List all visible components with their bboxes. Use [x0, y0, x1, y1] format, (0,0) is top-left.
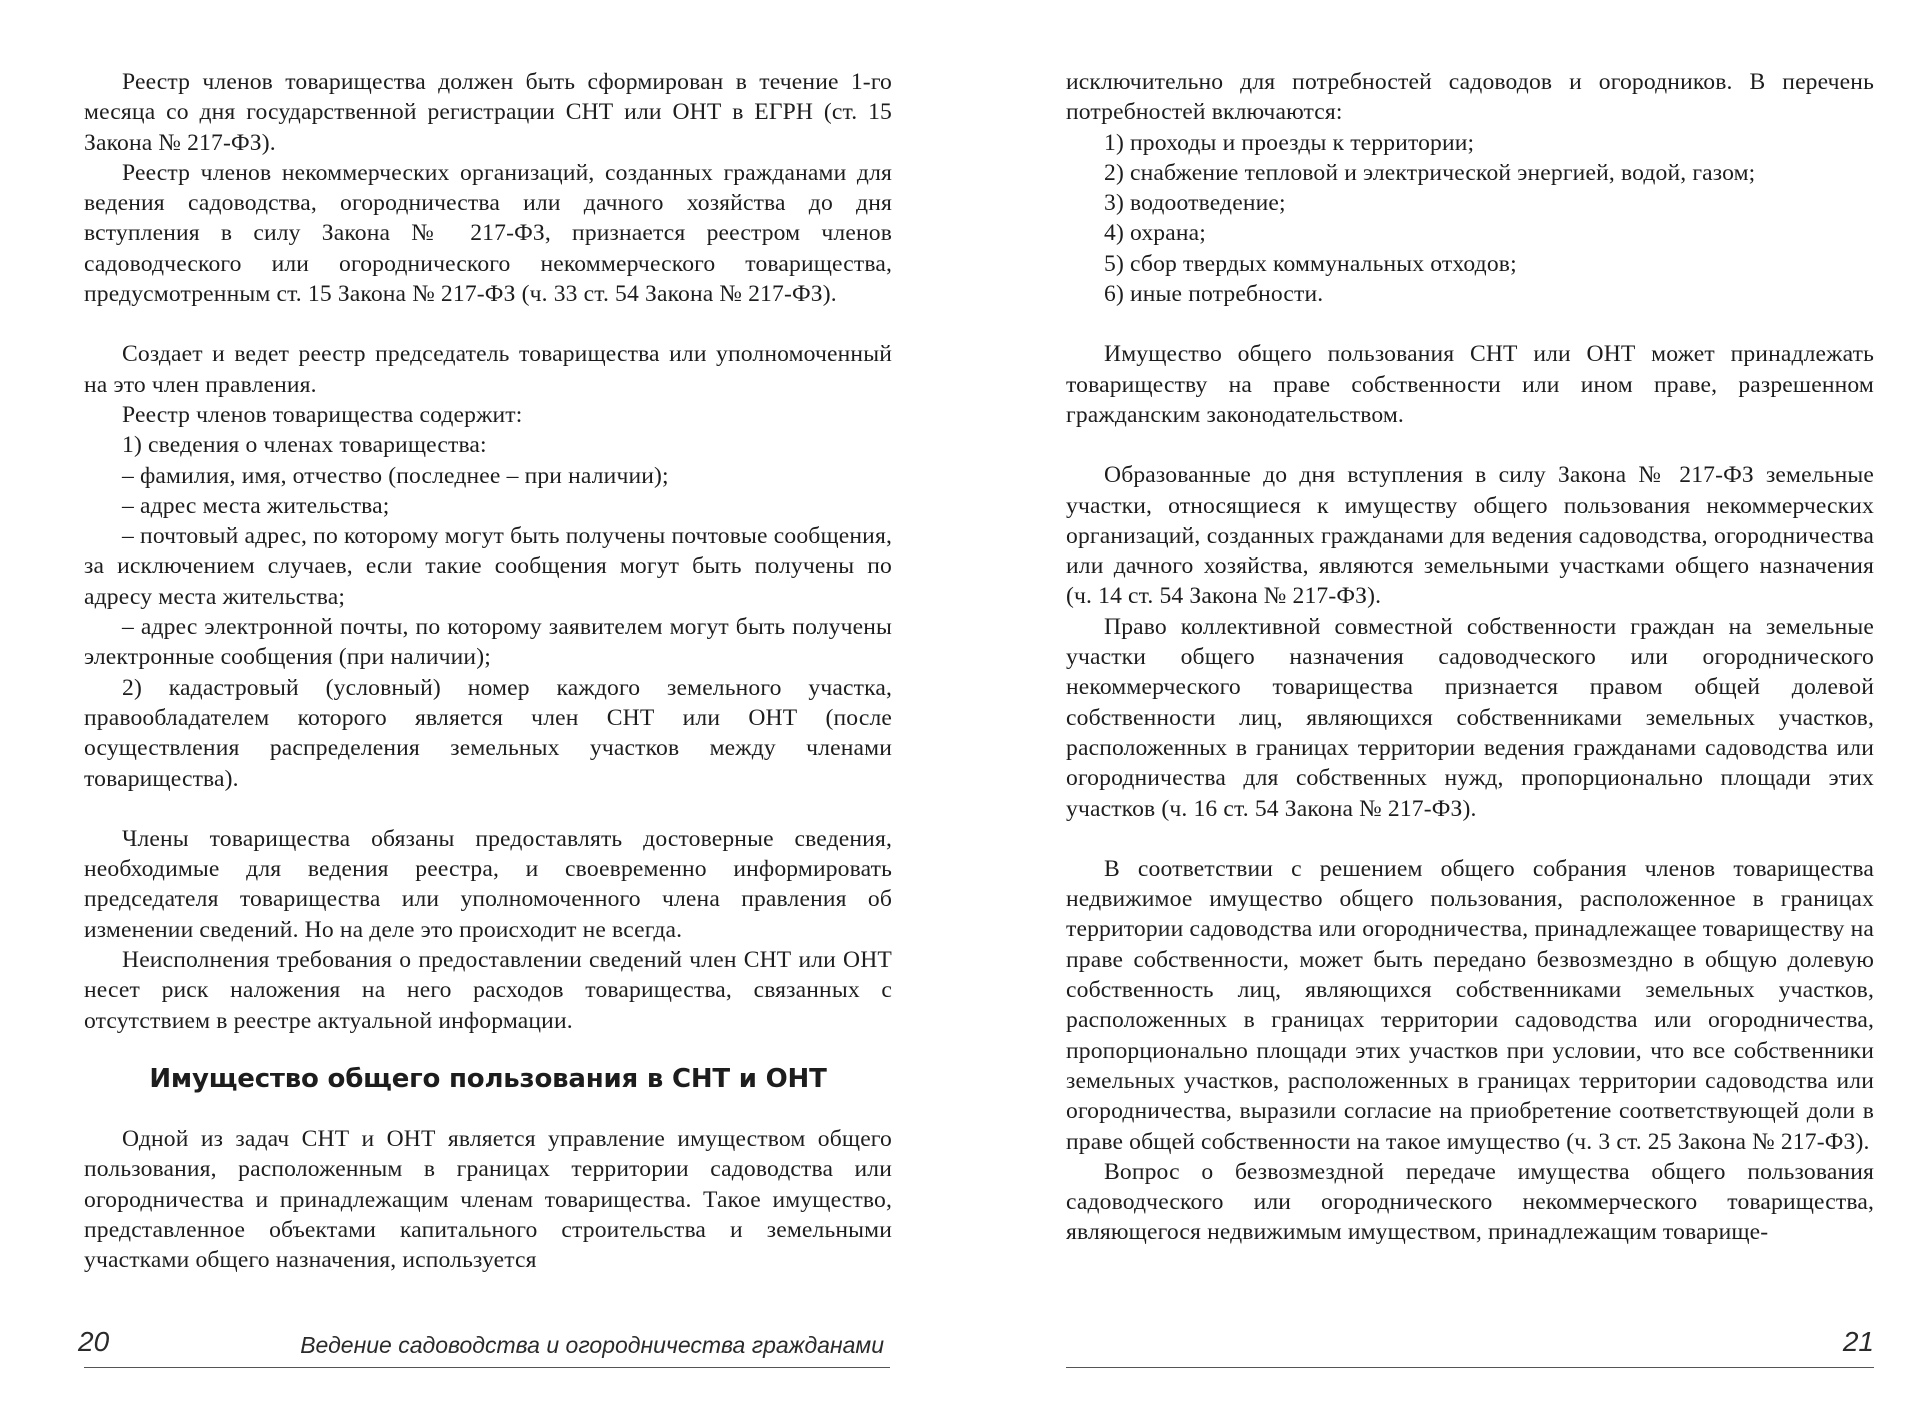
paragraph: Имущество общего пользования СНТ или ОНТ может принадлежать товариществу на праве собственности или ином праве, разрешенном гражданским законодательством.	[1066, 341, 1874, 428]
section-heading: Имущество общего пользования в СНТ и ОНТ	[149, 1063, 827, 1094]
list-item: – адрес электронной почты, по которому заявителем могут быть получены электронные сообщения (при наличии);	[84, 614, 892, 671]
paragraph: Одной из задач СНТ и ОНТ является управление имуществом общего пользования, расположенным в границах территории садоводства или огородничества и принадлежащим членам товарищества. Такое имущество, представленное объектами капитального строительства и земельными участками общего назначения, используется	[84, 1125, 892, 1274]
paragraph: Реестр членов товарищества должен быть сформирован в течение 1-го месяца со дня государственной регистрации СНТ или ОНТ в ЕГРН (ст. 15 Закона № 217-ФЗ).	[84, 69, 892, 156]
list-item: 1) сведения о членах товарищества:	[122, 432, 487, 459]
left-text-column	[84, 67, 892, 1275]
list-item: – адрес места жительства;	[122, 492, 390, 519]
list-item: – фамилия, имя, отчество (последнее – при наличии);	[122, 462, 669, 489]
page-number: 21	[1842, 1326, 1874, 1357]
page-number: 20	[78, 1326, 110, 1357]
list-item: 4) охрана;	[1104, 220, 1206, 247]
list-item: 6) иные потребности.	[1104, 281, 1324, 308]
list-item: – почтовый адрес, по которому могут быть получены почтовые сообщения, за исключением случаев, если такие сообщения могут быть получены по адресу места жительства;	[84, 523, 892, 610]
list-item: 3) водоотведение;	[1104, 190, 1286, 217]
paragraph: Неисполнения требования о предоставлении сведений член СНТ или ОНТ несет риск наложения на него расходов товарищества, связанных с отсутствием в реестре актуальной информации.	[84, 947, 892, 1034]
running-title: Ведение садоводства и огородничества гражданами	[300, 1332, 884, 1358]
list-item: 2) кадастровый (условный) номер каждого земельного участка, правообладателем которого является член СНТ или ОНТ (после осуществления распределения земельных участков между членами товарищества).	[84, 674, 892, 792]
needs-list	[1066, 128, 1874, 310]
paragraph: Члены товарищества обязаны предоставлять достоверные сведения, необходимые для ведения реестра, и своевременно информировать председателя товарищества или уполномоченного члена правления об изменении сведений. Но на деле это происходит не всегда.	[84, 825, 892, 943]
paragraph: Реестр членов товарищества содержит:	[122, 401, 523, 428]
footer-rule	[84, 1367, 890, 1368]
paragraph: исключительно для потребностей садоводов и огородников. В перечень потребностей включаются:	[1066, 69, 1874, 126]
paragraph: Реестр членов некоммерческих организаций, созданных гражданами для ведения садоводства, огородничества или дачного хозяйства до дня вступления в силу Закона № 217-ФЗ, признается реестром членов садоводческого или огороднического некоммерческого товарищества, предусмотренным ст. 15 Закона № 217-ФЗ (ч. 33 ст. 54 Закона № 217-ФЗ).	[84, 159, 892, 308]
left-footer	[78, 1324, 888, 1364]
right-footer	[1066, 1324, 1874, 1364]
paragraph: В соответствии с решением общего собрания членов товарищества недвижимое имущество общего пользования, расположенное в границах территории садоводства или огородничества, принадлежащее товариществу на праве собственности, может быть передано безвозмездно в общую долевую собственность лиц, являющихся собственниками земельных участков, расположенных в границах территории садоводства или огородничества, пропорционально площади этих участков при условии, что все собственники земельных участков, расположенных в границах территории садоводства или огородничества, выразили согласие на приобретение соответствующей доли в праве общей собственности на такое имущество (ч. 3 ст. 25 Закона № 217-ФЗ).	[1066, 855, 1874, 1155]
list-item: 2) снабжение тепловой и электрической энергией, водой, газом;	[1104, 159, 1756, 186]
right-text-column	[1066, 67, 1874, 1248]
paragraph: Право коллективной совместной собственности граждан на земельные участки общего назначения садоводческого или огороднического некоммерческого товарищества признается правом общей долевой собственности лиц, являющихся собственниками земельных участков, расположенных в границах территории ведения гражданами садоводства или огородничества для собственных нужд, пропорционально площади этих участков (ч. 16 ст. 54 Закона № 217-ФЗ).	[1066, 613, 1874, 822]
paragraph: Вопрос о безвозмездной передаче имущества общего пользования садоводческого или огороднического некоммерческого товарищества, являющегося недвижимым имуществом, принадлежащим товарище-	[1066, 1158, 1874, 1246]
paragraph: Создает и ведет реестр председатель товарищества или уполномоченный на это член правления.	[84, 341, 892, 398]
footer-rule	[1066, 1367, 1874, 1368]
paragraph: Образованные до дня вступления в силу Закона № 217-ФЗ земельные участки, относящиеся к имуществу общего пользования некоммерческих организаций, созданных гражданами для ведения садоводства, огородничества или дачного хозяйства, являются земельными участками общего назначения (ч. 14 ст. 54 Закона № 217-ФЗ).	[1066, 462, 1874, 610]
list-item: 5) сбор твердых коммунальных отходов;	[1104, 250, 1517, 277]
list-item: 1) проходы и проезды к территории;	[1104, 129, 1475, 156]
